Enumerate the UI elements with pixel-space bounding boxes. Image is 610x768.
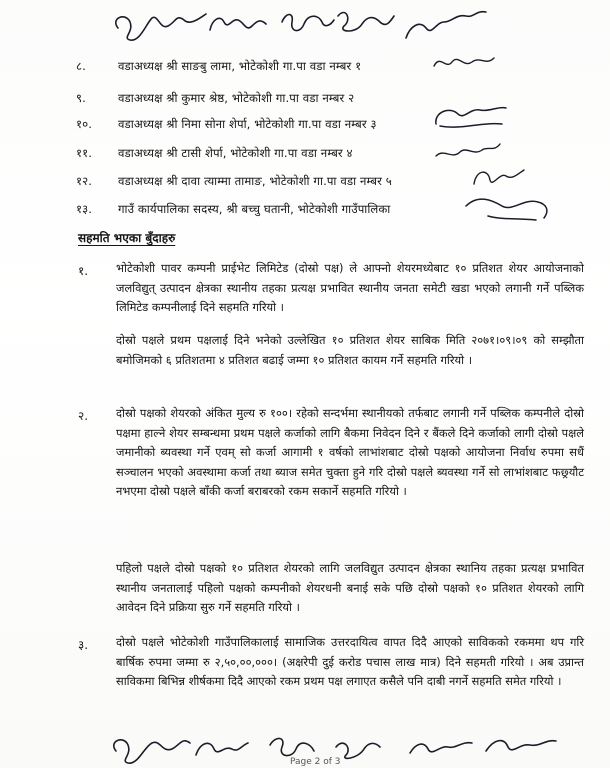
signature-4: [338, 13, 394, 32]
list-item: [76, 198, 390, 220]
section-heading: सहमति भएका बुँदाहरु: [78, 231, 176, 245]
signature-side-4: [432, 138, 502, 164]
signature-side-1: [430, 50, 500, 74]
list-number: १२.: [76, 173, 93, 188]
signature-1: [116, 14, 206, 40]
list-text: वडाअध्यक्ष श्री निमा सोना शेर्पा, भोटेकोशी गा.पा वडा नम्बर ३: [118, 116, 377, 131]
point-number: ३.: [78, 638, 89, 652]
signature-b2: [196, 743, 248, 755]
list-text: गाउँ कार्यपालिका सदस्य, श्री बच्चु घतानी, भोटेकोशी गाउँपालिका: [118, 201, 391, 216]
point-paragraph: दोस्रो पक्षले भोटेकोशी गाउँपालिकालाई सामाजिक उत्तरदायित्व वापत दिदै आएको साविकको रकममा थप गरि बार्षिक रुपमा जम्मा रु २,५०,००,०००। (अक्षरेपी दुई करोड पचास लाख मात्र) दिने सहमती गरियो । अब उप्रान्त साविकमा बिभिन्न शीर्षकमा दिदै आएको रकम प्रथम पक्ष लगाएत कसैले पनि दाबी नगर्ने सहमति समेत गरियो ।: [116, 635, 584, 689]
list-item: [76, 87, 354, 109]
signature-2: [210, 18, 266, 30]
signature-b5: [410, 743, 472, 753]
point-paragraph: भोटेकोशी पावर कम्पनी प्राईभेट लिमिटेड (दोस्रो पक्ष) ले आफ्नो शेयरमध्येबाट १० प्रतिशत शेयर आयोजनाको जलविद्युत् उत्पादन क्षेत्रका स्थानीय तहका प्रत्यक्ष प्रभावित स्थानीय जनता समेटी खडा भएको लगानी गर्ने पब्लिक लिमिटेड कम्पनीलाई दिने सहमति गरियो ।: [116, 261, 584, 315]
list-item: [76, 170, 392, 192]
list-number: १३.: [76, 201, 93, 216]
point-paragraph: दोस्रो पक्षको शेयरको अंकित मुल्य रु १००। रहेको सन्दर्भमा स्थानीयको तर्फबाट लगानी गर्ने पब्लिक कम्पनीले दोस्रो पक्षमा हाल्ने शेयर सम्बन्धमा प्रथम पक्षले कर्जाको लागि बैकमा निवेदन दिने र बैंकले दिने कर्जाको लागी दोस्रो पक्षले जमानीको ब्यवस्था गर्ने एवम् सो कर्जा आगामी १ वर्षको लाभांशबाट दोस्रो पक्षको आयोजना निर्वाध रुपमा सधैं सञ्चालन भएको अवस्थामा कर्जा तथा ब्याज समेत चुक्ता हुने गरि दोस्रो पक्षले ब्यवस्था गर्ने सो लाभांशबाट फछ्र्यौट नभएमा दोस्रो पक्षले बाँकी कर्जा बराबरको रकम सकार्ने सहमति गरियो ।: [116, 406, 584, 499]
signature-3: [282, 15, 334, 31]
list-text: वडाअध्यक्ष श्री साङबु लामा, भोटेकोशी गा.पा वडा नम्बर १: [118, 58, 362, 73]
list-number: ८.: [76, 58, 86, 73]
signature-side-3: [430, 100, 510, 132]
signature-5: [406, 12, 486, 38]
list-item: [76, 55, 361, 77]
list-item: [76, 113, 377, 135]
top-signature-strip: [0, 0, 610, 50]
list-number: ११.: [76, 145, 93, 160]
list-text: वडाअध्यक्ष श्री टासी शेर्पा, भोटेकोशी गा.पा वडा नम्बर ४: [118, 145, 353, 160]
point-number: २.: [78, 409, 89, 423]
point-number: १.: [78, 264, 89, 278]
list-number: ९.: [76, 90, 86, 105]
signature-b3: [270, 738, 314, 755]
point-paragraph: दोस्रो पक्षले प्रथम पक्षलाई दिने भनेको उल्लेखित १० प्रतिशत शेयर साबिक मिति २०७१।०९।०९ को सम्झौता बमोजिमको ६ प्रतिशतमा ४ प्रतिशत बढाई जम्मा १० प्रतिशत कायम गर्ने सहमति गरियो ।: [116, 333, 584, 367]
signature-b4: [336, 743, 380, 758]
signature-b1: [114, 740, 190, 763]
list-item: [76, 142, 353, 164]
point-paragraph: पहिलो पक्षले दोस्रो पक्षको १० प्रतिशत शेयरको लागि जलविद्युत उत्पादन क्षेत्रका स्थानिय तहका प्रत्यक्ष प्रभावित स्थानीय जनतालाई पहिलो पक्षको कम्पनीको शेयरधनी बनाई सके पछि दोस्रो पक्षको १० प्रतिशत शेयरको लागि आवेदन दिने प्रक्रिया सुरु गर्ने सहमति गरियो ।: [116, 561, 584, 615]
signature-side-5: [468, 162, 528, 190]
list-text: वडाअध्यक्ष श्री दावा त्याम्मा तामाङ, भोटेकोशी गा.पा वडा नम्बर ५: [118, 173, 392, 188]
page-footer: Page 2 of 3: [290, 757, 341, 767]
list-number: १०.: [76, 116, 93, 131]
signature-side-6: [458, 190, 554, 226]
signature-b6: [486, 741, 556, 751]
list-text: वडाअध्यक्ष श्री कुमार श्रेष्ठ, भोटेकोशी गा.पा वडा नम्बर २: [118, 90, 355, 105]
